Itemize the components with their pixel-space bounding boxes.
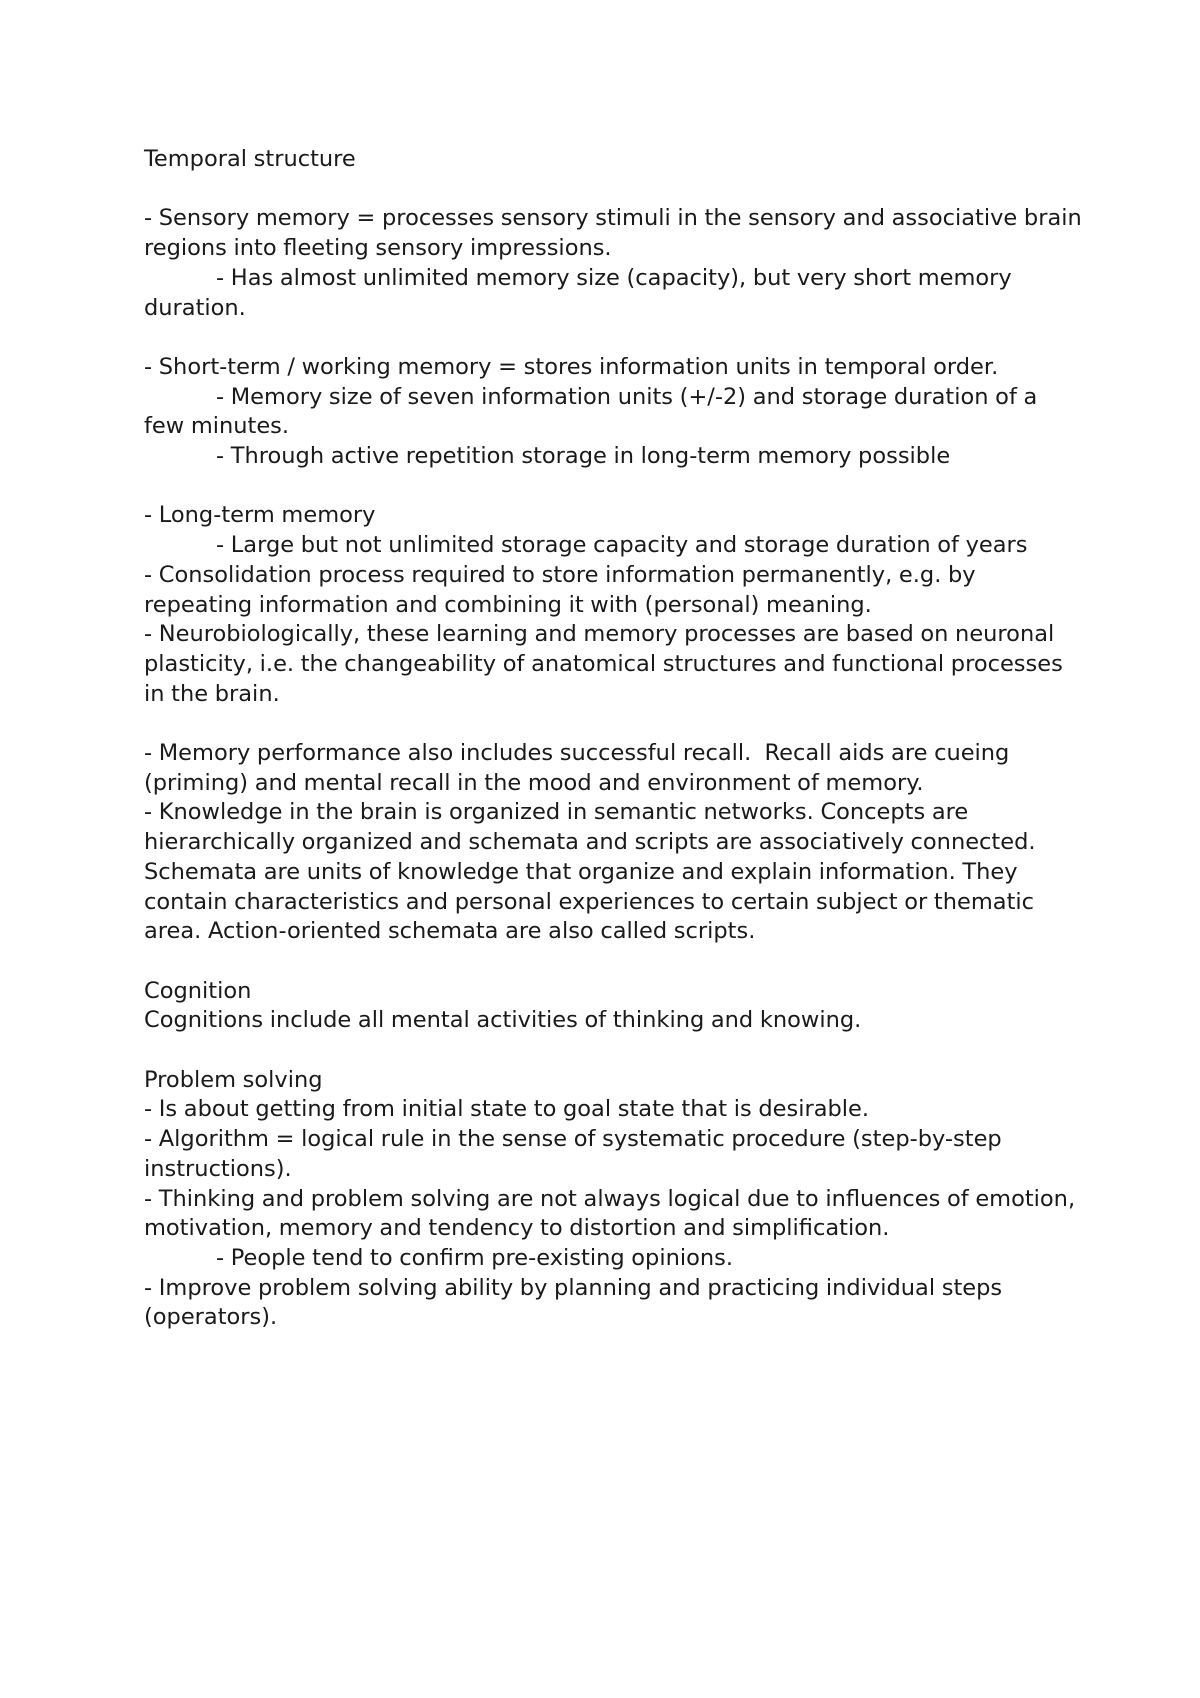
list-item: - Knowledge in the brain is organized in semantic networks. Concepts are hierarchically organized and schemata and scripts are associatively connected. Schemata are units of knowledge that organize and explain information. They contain characteristics and personal experiences to certain subject or thematic area. Action-oriented schemata are also called scripts. — [144, 799, 1043, 945]
blank-line — [144, 472, 1084, 502]
list-item: - Consolidation process required to store information permanently, e.g. by repeating information and combining it with (personal) meaning. — [144, 561, 983, 618]
blank-line — [144, 947, 1084, 977]
section-heading-problem-solving: Problem solving — [144, 1066, 323, 1093]
blank-line — [144, 709, 1084, 739]
blank-line — [144, 323, 1084, 353]
list-item: - People tend to confirm pre-existing opinions. — [216, 1244, 733, 1271]
document-body — [144, 145, 1089, 1333]
list-item: - Algorithm = logical rule in the sense of systematic procedure (step-by-step instructions). — [144, 1126, 1009, 1182]
list-item: - Improve problem solving ability by planning and practicing individual steps (operators). — [144, 1274, 1009, 1331]
section-heading-cognition: Cognition — [144, 977, 252, 1004]
list-item: - Sensory memory = processes sensory stimuli in the sensory and associative brain regions into fleeting sensory impressions. — [144, 205, 1089, 262]
list-item: - Neurobiologically, these learning and memory processes are based on neuronal plasticity, i.e. the changeability of anatomical structures and functional processes in the brain. — [144, 621, 1070, 707]
list-item: - Is about getting from initial state to goal state that is desirable. — [144, 1096, 870, 1123]
list-item: - Memory performance also includes successful recall. Recall aids are cueing (priming) and mental recall in the mood and environment of memory. — [144, 740, 1016, 796]
list-item: - Through active repetition storage in long-term memory possible — [216, 443, 951, 469]
section-heading-temporal-structure: Temporal structure — [144, 146, 356, 172]
paragraph: Cognitions include all mental activities of thinking and knowing. — [144, 1007, 862, 1034]
list-item: - Memory size of seven information units (+/-2) and storage duration of a few minutes. — [144, 383, 1044, 440]
list-item: - Thinking and problem solving are not always logical due to influences of emotion, motivation, memory and tendency to distortion and simplification. — [144, 1185, 1082, 1242]
blank-line — [144, 175, 1084, 205]
list-item: - Large but not unlimited storage capacity and storage duration of years — [216, 532, 1028, 559]
list-item: - Short-term / working memory = stores information units in temporal order. — [144, 353, 999, 380]
list-item: - Has almost unlimited memory size (capacity), but very short memory duration. — [144, 264, 1019, 321]
blank-line — [144, 1036, 1084, 1066]
list-item: - Long-term memory — [144, 502, 376, 529]
